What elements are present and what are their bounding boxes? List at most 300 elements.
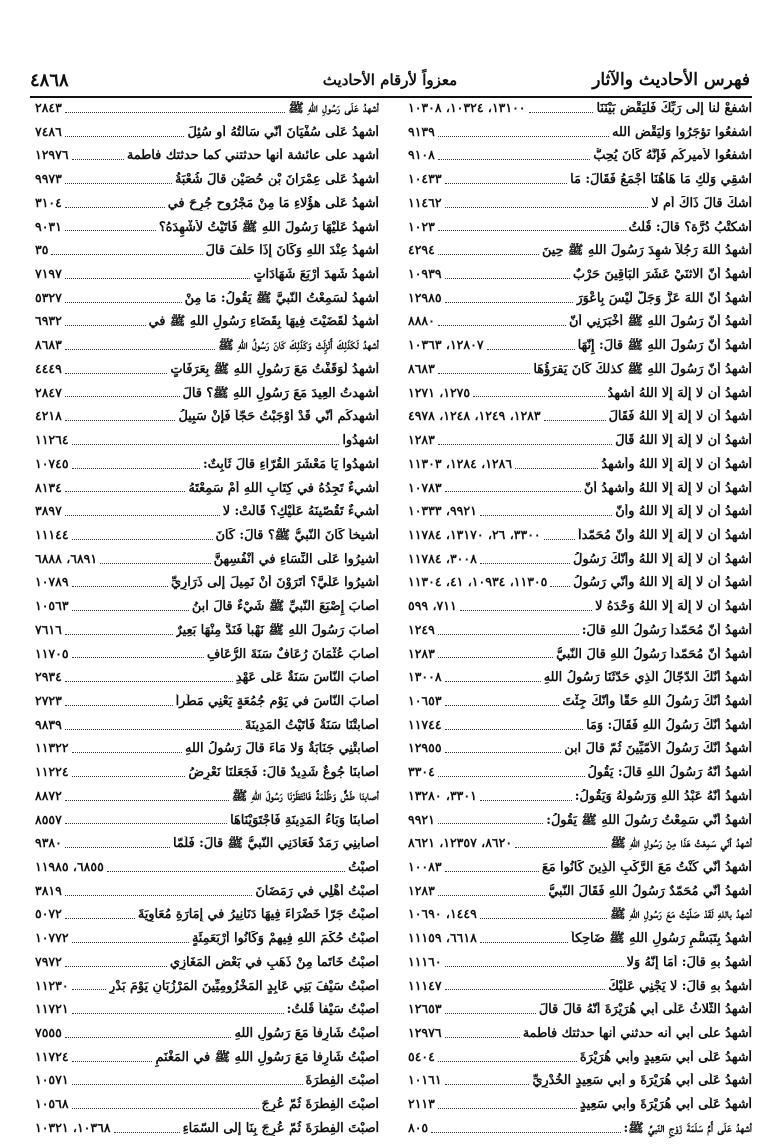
leader-dots bbox=[480, 799, 572, 801]
entry-text: أشهدُ بهِ قالَ: لا يَجْنِي عَلَيْكَ bbox=[608, 978, 752, 994]
index-entry bbox=[35, 859, 379, 883]
hadith-number: ٦٦١٨، ١١١٥٩ bbox=[408, 930, 477, 946]
leader-dots bbox=[544, 538, 575, 540]
entry-text: أصبْتُ حُكْمَ اللهِ فِيهِمْ وَكَانُوا أرْبَعَمِئَةٍ bbox=[191, 931, 379, 947]
index-entry bbox=[35, 171, 379, 195]
hadith-number: ١٣٠٠٨ bbox=[408, 669, 442, 685]
index-entry bbox=[35, 242, 379, 266]
index-entry bbox=[35, 147, 379, 171]
entry-text: أشهدُ عِنْدَ اللهِ وَكَانَ إِذَا حَلَفَ قالَ bbox=[205, 243, 379, 259]
leader-dots bbox=[438, 443, 612, 445]
hadith-number: ٨٦٨٣ bbox=[408, 360, 435, 376]
leader-dots bbox=[65, 917, 135, 919]
entry-text: أشهدُ لَوَقَفْتُ مَعَ رَسُولِ اللهِ ﷺ بِعَرَفَاتٍ bbox=[170, 361, 379, 377]
hadith-number: ٣٥ bbox=[35, 242, 49, 258]
entry-text: أصبْتُ شَارِفاً مَعَ رَسُولِ اللهِ ﷺ في المَغْنَمِ bbox=[155, 1049, 379, 1065]
hadith-number: ٧٤٨٦ bbox=[35, 123, 62, 139]
leader-dots bbox=[100, 562, 211, 564]
leader-dots bbox=[529, 111, 594, 113]
hadith-number: ١٠٤٣٣ bbox=[408, 171, 442, 187]
hadith-number: ١١٢٦٤ bbox=[35, 432, 69, 448]
leader-dots bbox=[487, 348, 575, 350]
leader-dots bbox=[51, 253, 202, 255]
hadith-number: ١٠٧٤٥ bbox=[35, 455, 69, 471]
leader-dots bbox=[65, 111, 285, 113]
index-entry bbox=[408, 503, 752, 527]
entry-text: أشهدكُم أنّي قَدْ أوْجَبْتُ حَجّاً فَإِنْ سَبِيلُ bbox=[178, 409, 379, 425]
index-entry bbox=[35, 883, 379, 907]
leader-dots bbox=[72, 609, 189, 611]
leader-dots bbox=[65, 348, 215, 350]
index-entry bbox=[35, 930, 379, 954]
hadith-number: ١١٧٢٤ bbox=[35, 1048, 69, 1064]
hadith-number: ٩٠٣١ bbox=[35, 218, 62, 234]
leader-dots bbox=[72, 656, 204, 658]
index-entry bbox=[408, 598, 752, 622]
hadith-number: ١٢٨٣ bbox=[408, 645, 435, 661]
entry-text: أصابَ رَسُولَ اللهِ ﷺ نَهْباً فَنَدَّ مِنْهَا بَعِيرٌ bbox=[175, 622, 379, 638]
leader-dots bbox=[445, 870, 539, 872]
hadith-number: ٦٨٩١، ٦٨٨٨ bbox=[35, 550, 98, 566]
index-entry bbox=[35, 978, 379, 1002]
leader-dots bbox=[438, 253, 539, 255]
entry-text: أشيخاً كَانَ النّبيُّ ﷺ؟ قالَ: كَانَ bbox=[215, 527, 379, 543]
hadith-number: ٧١١، ٥٩٩ bbox=[408, 598, 457, 614]
leader-dots bbox=[65, 324, 146, 326]
leader-dots bbox=[65, 894, 253, 896]
index-entry bbox=[408, 266, 752, 290]
hadith-number: ١٢٨٣ bbox=[408, 882, 435, 898]
entry-text: أشهدُ أن لا إِلَهَ إِلّا اللهُ وأشهدُ bbox=[601, 456, 752, 472]
entry-text: أصبْتَ الفِطْرَةَ bbox=[305, 1073, 379, 1089]
hadith-number: ١٠٧٨٣ bbox=[408, 479, 442, 495]
leader-dots bbox=[65, 229, 156, 231]
entry-text: أشهدُ أنّكَ رَسُولُ اللهِ فَقَالَ: وَمَا bbox=[586, 717, 752, 733]
entry-text: أصابتْنَا سَنَةٌ فَأتَيْتُ المَدِينَةَ bbox=[244, 717, 379, 733]
entry-text: أشهدُ عَلَى أبي هُرَيْرَةَ و أبي سَعِيدٍ الخُدْرِيِّ bbox=[532, 1073, 752, 1089]
index-entry bbox=[408, 551, 752, 575]
index-entry bbox=[35, 646, 379, 670]
hadith-number: ٥٤٠٤ bbox=[408, 1048, 435, 1064]
index-entry bbox=[408, 290, 752, 314]
index-entry bbox=[408, 883, 752, 907]
index-entry bbox=[35, 266, 379, 290]
leader-dots bbox=[438, 633, 579, 635]
leader-dots bbox=[107, 870, 345, 872]
hadith-number: ٩١٣٩ bbox=[408, 123, 435, 139]
hadith-number: ٥٠٧٢ bbox=[35, 906, 62, 922]
hadith-number: ٤٢١٨ bbox=[35, 408, 62, 424]
hadith-number: ٩٩٢١، ١٠٣٣٣ bbox=[408, 503, 477, 519]
index-entry bbox=[35, 290, 379, 314]
hadith-number: ٧٦١٦ bbox=[35, 621, 62, 637]
leader-dots bbox=[445, 1083, 530, 1085]
hadith-number: ٣٣٠٤ bbox=[408, 764, 435, 780]
index-entry bbox=[408, 930, 752, 954]
index-entry bbox=[35, 480, 379, 504]
hadith-number: ١٠٥٦٣ bbox=[35, 598, 69, 614]
hadith-number: ٧١٩٧ bbox=[35, 266, 62, 282]
hadith-number: ١٠٠٨٣ bbox=[408, 859, 442, 874]
entry-text: أشهدُ أن لا إِلَهَ إِلّا اللهُ قَالَ bbox=[615, 433, 752, 449]
hadith-number: ١٠٥٧١ bbox=[35, 1072, 69, 1088]
leader-dots bbox=[65, 135, 185, 137]
index-entry bbox=[408, 361, 752, 385]
entry-text: أشيءٌ تَقُصّينَهُ عَلَيْكِ؟ قَالَتْ: لا bbox=[222, 504, 379, 520]
index-entry bbox=[408, 480, 752, 504]
index-entry bbox=[35, 1096, 379, 1120]
entry-text: أصابنَا وَبَاءُ المَدِينَةِ فَاجْتَوَيْنَاهَا bbox=[230, 812, 379, 828]
hadith-number: ٣٣٠١، ١٣٢٨٠ bbox=[408, 787, 477, 803]
entry-text: أشهدُ عَلَى أبي هُرَيْرَةَ وأبي سَعِيدٍ bbox=[579, 1097, 752, 1113]
index-entry bbox=[408, 764, 752, 788]
leader-dots bbox=[72, 1107, 259, 1109]
entry-text: أشهدُ أن لا إِلَهَ إِلّا اللهُ وأنّ bbox=[615, 504, 752, 520]
leader-dots bbox=[72, 1060, 153, 1062]
entry-text: اشفعُوا تؤجَرُوا وَلْيَقْضِ الله bbox=[612, 124, 752, 140]
hadith-number: ١٢٨٣ bbox=[408, 432, 435, 448]
entry-text: أشهدُ أن لا إِلَهَ إِلّا اللهُ وأنّي رَسُولُ bbox=[573, 575, 752, 591]
index-entry bbox=[408, 646, 752, 670]
entry-text: أشهدُ أنّي مُحَمّدٌ رَسُولُ اللهِ فَقَالَ النّبيُّ bbox=[548, 883, 752, 899]
leader-dots bbox=[515, 467, 598, 469]
leader-dots bbox=[65, 182, 172, 184]
hadith-number: ٩٣٨٠ bbox=[35, 835, 62, 851]
entry-text: أشهدُ أن لا إِلَهَ إِلّا اللهُ وَحْدَهُ لا bbox=[595, 599, 752, 615]
entry-text: أشهدُ أنّهُ رَسُولُ اللهِ قالَ: يَقُولُ bbox=[587, 765, 752, 781]
index-entry bbox=[408, 385, 752, 409]
entry-text: أصابَ عُثْمَانَ رُعَافٌ سَنَةَ الرُّعَافِ bbox=[206, 646, 379, 662]
hadith-number: ١٢٦٥٣ bbox=[408, 1001, 442, 1017]
hadith-number: ١٢٩٥٥ bbox=[408, 740, 442, 756]
entry-text: أصبْتُ bbox=[348, 860, 379, 875]
hadith-number: ١٠٧٧٢ bbox=[35, 930, 69, 946]
entry-text: أشهدُ أنّكَ رَسُولُ الأُمّيِّينَ ثُمّ قالَ ابن bbox=[564, 741, 752, 757]
hadith-number: ١١٢٣٠ bbox=[35, 977, 69, 993]
hadith-number: ٩١٠٨ bbox=[408, 147, 435, 163]
index-entry bbox=[35, 1120, 379, 1144]
leader-dots bbox=[65, 633, 173, 635]
index-entry bbox=[408, 1001, 752, 1025]
index-entry bbox=[408, 527, 752, 551]
hadith-number: ٨٦٢٠، ١٢٣٥٧، ٨٦٢١ bbox=[408, 835, 513, 851]
index-entry bbox=[408, 788, 752, 812]
leader-dots bbox=[445, 704, 560, 706]
index-entry bbox=[35, 693, 379, 717]
right-column bbox=[408, 100, 752, 1136]
index-entry bbox=[408, 859, 752, 883]
index-entry bbox=[35, 432, 379, 456]
entry-text: أصابنِي رَمَدٌ فَعَادَنِي النّبيُّ ﷺ قالَ: فَلَمّا bbox=[173, 836, 379, 852]
entry-text: اشفعُوا لأميركُم فَإِنَّهُ كَانَ يُحِبُّ bbox=[593, 148, 752, 164]
index-entry bbox=[35, 361, 379, 385]
index-entry bbox=[408, 124, 752, 148]
leader-dots bbox=[480, 514, 612, 516]
index-entry bbox=[35, 669, 379, 693]
entry-text: أشيرُوا عَلَى النِّسَاءِ في أنْفُسِهِنَّ bbox=[213, 551, 379, 567]
index-entry bbox=[408, 1072, 752, 1096]
leader-dots bbox=[438, 158, 590, 160]
running-title: فهرس الأحاديث والآثار bbox=[592, 70, 750, 90]
index-entry bbox=[35, 385, 379, 409]
hadith-number: ١٢٨٦، ١٢٨٤، ١١٣٠٣ bbox=[408, 455, 513, 471]
index-entry bbox=[408, 313, 752, 337]
entry-text: أشهدُ أن لا إِلَهَ إِلّا اللهُ وأنّ مُحَمّداً bbox=[578, 527, 752, 543]
entry-text: أشهدُ عَلَى هؤُلاءِ مَا مِنْ مَجْرُوحٍ جُرِحَ في bbox=[167, 195, 379, 211]
hadith-number: ١٢٩٧٦ bbox=[35, 147, 69, 163]
leader-dots bbox=[438, 229, 626, 231]
index-entry bbox=[35, 1072, 379, 1096]
leader-dots bbox=[445, 751, 562, 753]
leader-dots bbox=[65, 799, 229, 801]
entry-text: أصبْتُ شَارِفاً مَعَ رَسُولِ اللهِ bbox=[234, 1026, 379, 1042]
index-entry bbox=[408, 740, 752, 764]
hadith-number: ٨٨٧٢ bbox=[35, 787, 62, 803]
index-entry bbox=[408, 954, 752, 978]
leader-dots bbox=[72, 775, 186, 777]
index-entry bbox=[35, 527, 379, 551]
entry-text: أصبْتُ جَرّاً خَضْرَاءَ فِيهَا دَنَانِيرُ في إِمَارَةِ مُعَاوِيَةَ bbox=[137, 907, 379, 923]
entry-text: أشهدُ أن لا إِلَهَ إِلّا اللهُ أشهدُ bbox=[607, 385, 752, 401]
entry-text: أشيءٌ تَجِدُهُ في كِتَابِ اللهِ أمْ سَمِعْتَهُ bbox=[188, 480, 379, 496]
leader-dots bbox=[65, 846, 170, 848]
hadith-number: ١١١٤٤ bbox=[35, 526, 69, 542]
leader-dots bbox=[445, 206, 649, 208]
hadith-number: ١٢٩٧٦ bbox=[408, 1025, 442, 1041]
leader-dots bbox=[515, 846, 607, 848]
leader-dots bbox=[65, 1036, 232, 1038]
index-entry bbox=[35, 408, 379, 432]
leader-dots bbox=[72, 443, 340, 445]
hadith-number: ٧٥٥٥ bbox=[35, 1025, 62, 1041]
index-entry bbox=[408, 195, 752, 219]
leader-dots bbox=[72, 467, 200, 469]
entry-text: أشهدُ أنّكَ رَسُولُ اللهِ حَقّاً وأنّكَ جِئْتَ bbox=[562, 693, 752, 709]
index-entry bbox=[408, 978, 752, 1002]
entry-text: أشيرُوا عَلَيَّ؟ أتَرَوْنَ أنْ نَمِيلَ إلى ذَرَارِيِّ bbox=[171, 575, 379, 591]
leader-dots bbox=[65, 301, 182, 303]
hadith-number: ١٤٤٩، ١٠٦٩٠ bbox=[408, 906, 477, 922]
entry-text: أشهدُ أنّ رَسُولَ اللهِ ﷺ كذلكَ كَانَ يَقرَؤُهَا bbox=[533, 361, 752, 377]
entry-text: أشهدُ على أبي أنه حدثني أنها حدثتك فاطمة bbox=[522, 1026, 752, 1042]
index-entry bbox=[408, 906, 752, 930]
leader-dots bbox=[114, 1131, 180, 1133]
entry-text: أشهدُ أنّ اللهَ عَزَّ وَجَلَّ لَيْسَ بِأَعْوَرَ bbox=[576, 290, 752, 306]
hadith-number: ٩٩٧٣ bbox=[35, 171, 62, 187]
leader-dots bbox=[65, 395, 180, 397]
hadith-number: ١٠٣٦٨، ١٠٣٢١ bbox=[35, 1119, 111, 1135]
index-entry bbox=[35, 574, 379, 598]
hadith-number: ٢٩٣٤ bbox=[35, 669, 62, 685]
index-entry bbox=[35, 551, 379, 575]
hadith-number: ١١٢٢٤ bbox=[35, 764, 69, 780]
leader-dots bbox=[445, 182, 568, 184]
index-entry bbox=[408, 1049, 752, 1073]
leader-dots bbox=[65, 490, 185, 492]
leader-dots bbox=[72, 538, 213, 540]
leader-dots bbox=[445, 490, 581, 492]
hadith-number: ١١٧٠٥ bbox=[35, 645, 69, 661]
leader-dots bbox=[438, 656, 553, 658]
hadith-number: ١١١٦٠ bbox=[408, 953, 442, 969]
hadith-number: ٥٣٢٧ bbox=[35, 289, 62, 305]
leader-dots bbox=[480, 562, 570, 564]
hadith-number: ١٢٧٥، ١٢٧١ bbox=[408, 384, 471, 400]
entry-text: أصبْتَ الفِطْرَةَ ثُمّ عُرِجَ bbox=[261, 1097, 379, 1113]
entry-text: أشهد على عائشة أنها حدثتني كما حدثتك فاطمة bbox=[126, 148, 379, 164]
leader-dots bbox=[445, 1012, 536, 1014]
leader-dots bbox=[445, 1036, 520, 1038]
hadith-number: ١٢٩٨٥ bbox=[408, 289, 442, 305]
hadith-number: ٣٣٠٠، ٢٦، ١٣١٧٠، ١١٧٨٤ bbox=[408, 526, 541, 542]
leader-dots bbox=[72, 941, 189, 943]
leader-dots bbox=[445, 680, 541, 682]
entry-text: أصبْتُ خَاتَماً مِنْ ذَهَبٍ في بَعْضِ المَغَازِي bbox=[169, 954, 379, 970]
index-entry bbox=[35, 788, 379, 812]
index-entry bbox=[408, 408, 752, 432]
hadith-number: ٤٢٩٤ bbox=[408, 242, 435, 258]
entry-text: أشهدُ عَلَيْهَا رَسُولَ اللهِ ﷺ فَأتَيْتُ لأُشْهِدَهُ؟ bbox=[158, 219, 379, 235]
entry-text: أشهدُ بهِ قالَ: أمَا إِنّهُ وَلا bbox=[626, 954, 752, 970]
index-entry bbox=[35, 835, 379, 859]
entry-text: أشكتْبُ دُرَّة؟ قالَ: قُلْتُ bbox=[628, 219, 752, 235]
index-entry bbox=[35, 954, 379, 978]
index-entry bbox=[408, 432, 752, 456]
entry-text: أصابَ إِصْبَعَ النّبيِّ ﷺ شَيْءٌ قالَ ابنُ bbox=[191, 599, 379, 615]
running-subtitle: معزواً لأرقام الأحاديث bbox=[322, 71, 458, 89]
header-rule bbox=[30, 96, 752, 98]
leader-dots bbox=[438, 822, 543, 824]
hadith-number: ٣٨٩٧ bbox=[35, 503, 62, 519]
entry-text: أصبْتُ سَيْفاً قُلْتُ: bbox=[286, 1002, 379, 1018]
index-entry bbox=[408, 337, 752, 361]
hadith-number: ٢١١٣ bbox=[408, 1096, 435, 1112]
hadith-number: ٦٨٥٥، ١١٩٨٥ bbox=[35, 859, 104, 874]
index-entry bbox=[408, 574, 752, 598]
leader-dots bbox=[438, 372, 530, 374]
index-entry bbox=[408, 622, 752, 646]
leader-dots bbox=[72, 585, 168, 587]
index-entry bbox=[35, 503, 379, 527]
hadith-number: ١٠٧٨٩ bbox=[35, 574, 69, 590]
entry-text: أشهدُ عَلَى أبي سَعِيدٍ وأبي هُرَيْرَةَ bbox=[579, 1049, 752, 1065]
hadith-number: ١٢٨٠٧، ١٠٣٦٣ bbox=[408, 337, 484, 353]
index-entry bbox=[35, 195, 379, 219]
index-entry bbox=[35, 906, 379, 930]
leader-dots bbox=[473, 395, 604, 397]
entry-text: أصابَ النّاسَ في يَوْمِ جُمُعَةٍ يَعْنِي مَطَراً bbox=[175, 693, 379, 709]
leader-dots bbox=[65, 277, 251, 279]
index-entry bbox=[35, 219, 379, 243]
hadith-number: ٣٠٠٨، ١١٧٨٤ bbox=[408, 550, 477, 566]
leader-dots bbox=[438, 1060, 577, 1062]
hadith-number: ٢٨٤٧ bbox=[35, 384, 62, 400]
entry-text: أشهدُ أنّي سَمِعْتُ هَذَا مِنْ رَسُولِ اللهِ ﷺ bbox=[610, 836, 752, 852]
hadith-number: ٢٧٢٣ bbox=[35, 692, 62, 708]
hadith-number: ٨١٣٤ bbox=[35, 479, 62, 495]
entry-text: أصابنَا جُوعٌ شَدِيدٌ قالَ: فَجَعَلْنَا نَعْرِضُ bbox=[188, 765, 379, 781]
leader-dots bbox=[460, 609, 592, 611]
leader-dots bbox=[544, 419, 606, 421]
index-entry bbox=[35, 456, 379, 480]
hadith-number: ١٠٢٣ bbox=[408, 218, 435, 234]
index-entry bbox=[408, 171, 752, 195]
leader-dots bbox=[445, 988, 606, 990]
index-entry bbox=[35, 812, 379, 836]
hadith-number: ١٢٨٣، ١٢٤٩، ١٢٤٨، ٤٩٧٨ bbox=[408, 408, 541, 424]
entry-text: اشهدُوا يَا مَعْشَرَ القُرّاءِ قالَ ثَابِتٌ: bbox=[202, 456, 379, 472]
hadith-number: ٨٠٥ bbox=[408, 1119, 429, 1135]
leader-dots bbox=[445, 965, 624, 967]
leader-dots bbox=[65, 206, 165, 208]
hadith-number: ٩٩٢١ bbox=[408, 811, 435, 827]
leader-dots bbox=[65, 372, 168, 374]
entry-text: أَشهدُ اللهَ رَجُلاً شهِدَ رَسُولَ اللهِ ﷺ حِينَ bbox=[541, 243, 752, 259]
entry-text: أشهدُ أنّ الاثنَيْ عَشَرَ البَاقِينَ حَرْبٌ bbox=[572, 267, 752, 283]
entry-text: أشهدُ أن لا إِلَهَ إِلّا اللهُ وأنّكَ رَسُولُ bbox=[573, 551, 752, 567]
leader-dots bbox=[72, 158, 124, 160]
entry-text: اشقِي وَلَكِ مَا هَاهُنَا أَجْمَعُ فَقَالَ: مَا bbox=[570, 172, 752, 188]
leader-dots bbox=[480, 941, 568, 943]
hadith-number: ١٠٥٦٨ bbox=[35, 1096, 69, 1112]
entry-text: أصابنَا طَشٌّ وَظُلْمَةٌ فَانْتَظَرْنَا رَسُولَ اللهِ ﷺ bbox=[231, 788, 379, 804]
hadith-number: ١٠٩٣٩ bbox=[408, 266, 442, 282]
index-entry bbox=[35, 764, 379, 788]
entry-text: أشهدُ لَكَذَلِكَ أُنْزِلَتْ وَكَذَلِكَ كَانَ رَسُولُ اللهِ ﷺ bbox=[218, 338, 379, 354]
index-entry bbox=[35, 124, 379, 148]
index-entry bbox=[408, 100, 752, 124]
index-entry bbox=[408, 1120, 752, 1144]
hadith-number: ٨٦٨٣ bbox=[35, 337, 62, 353]
hadith-number: ١٣١٠٠، ١٠٣٢٤، ١٠٣٠٨ bbox=[408, 100, 526, 115]
leader-dots bbox=[65, 680, 233, 682]
leader-dots bbox=[445, 301, 574, 303]
entry-text: أصبْتُ سَيْفَ بَنِي عَابِدٍ المَخْزُومِيِّينَ المَرْزُبَانِ يَوْمَ بَدْرٍ bbox=[109, 978, 379, 994]
leader-dots bbox=[65, 704, 173, 706]
leader-dots bbox=[72, 1012, 284, 1014]
leader-dots bbox=[72, 751, 182, 753]
entry-text: اشفعْ لنا إلى رَبِّكَ فَلْيَقْضِ بَيْنَنَا bbox=[596, 101, 752, 116]
leader-dots bbox=[65, 728, 242, 730]
page-header bbox=[30, 70, 750, 96]
hadith-number: ١١٤٦٢ bbox=[408, 194, 442, 210]
index-entry bbox=[35, 1025, 379, 1049]
entry-text: أصابتْنِي جَنَابَةٌ وَلا مَاءَ قالَ رَسُولُ اللهِ bbox=[184, 741, 379, 757]
index-entry bbox=[35, 337, 379, 361]
hadith-number: ٢٨٤٣ bbox=[35, 100, 62, 115]
entry-text: أصبْتَ الفِطْرَةَ ثُمّ عُرِجَ بِنَا إلى السّمَاءِ bbox=[182, 1120, 379, 1136]
hadith-number: ٦٩٣٢ bbox=[35, 313, 62, 329]
hadith-number: ٩٨٣٩ bbox=[35, 716, 62, 732]
index-entry bbox=[408, 812, 752, 836]
index-entry bbox=[408, 717, 752, 741]
index-entry bbox=[408, 219, 752, 243]
entry-text: أشهدُ أنّ مُحَمّداً رَسُولُ اللهِ قالَ النّبيُّ bbox=[556, 646, 752, 662]
index-entry bbox=[35, 598, 379, 622]
entry-text: أشهدُ أن لا إِلَهَ إِلّا اللهُ وأشهدُ أنّ bbox=[583, 480, 752, 496]
leader-dots bbox=[438, 324, 566, 326]
leader-dots bbox=[65, 514, 220, 516]
index-entry bbox=[35, 622, 379, 646]
leader-dots bbox=[72, 1083, 303, 1085]
entry-text: أصابَ النّاسَ سَنَةٌ عَلَى عَهْدِ bbox=[235, 670, 379, 686]
index-entry bbox=[408, 693, 752, 717]
entry-text: أشهدُ عَلَى سُفْيَانَ أنّي سَأَلْتُهُ أو سُئِلَ bbox=[187, 124, 379, 140]
hadith-number: ٨٨٨٠ bbox=[408, 313, 435, 329]
leader-dots bbox=[445, 277, 570, 279]
entry-text: أشكُّ قالَ ذَاكَ أم لا bbox=[651, 195, 752, 211]
index-entry bbox=[35, 1049, 379, 1073]
